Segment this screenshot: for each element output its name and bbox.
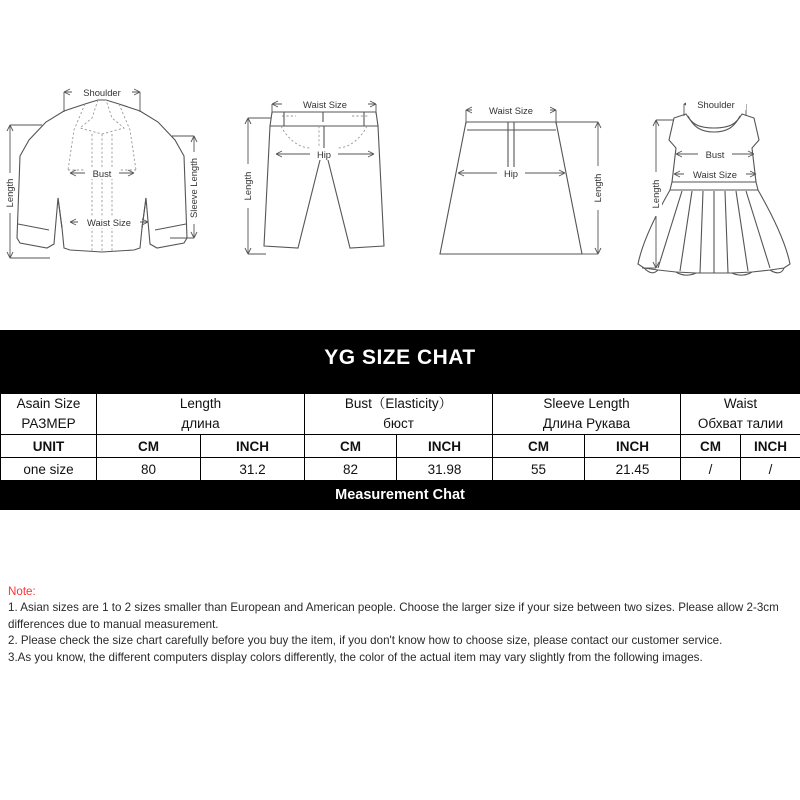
shirt-label-sleeve: Sleeve Length — [188, 158, 199, 218]
value-cell-bust-inch: 31.98 — [397, 458, 493, 481]
note-line-1: 1. Asian sizes are 1 to 2 sizes smaller than European and American people. Choose the larger size if your size between two sizes. Please allow 2-3cm differences due to manual measurement. — [8, 601, 779, 631]
size-chart-panel — [0, 330, 800, 510]
unit-cell-length-inch: INCH — [201, 435, 305, 458]
dress-label-length: Length — [650, 179, 661, 209]
header-waist — [681, 394, 800, 435]
value-cell-length-inch: 31.2 — [201, 458, 305, 481]
skirt-label-waist: Waist Size — [489, 105, 533, 116]
shirt-label-bust: Bust — [92, 168, 112, 179]
note-line-2: 2. Please check the size chart carefully before you buy the item, if you don't know how to choose size, please contact our customer service. — [8, 634, 723, 648]
header-asain-size-en: Asain Size — [16, 396, 81, 412]
value-cell-size: one size — [1, 458, 97, 481]
header-sleeve-length — [493, 394, 681, 435]
shirt-label-length: Length — [4, 178, 15, 208]
value-cell-sleeve-cm: 55 — [493, 458, 585, 481]
dress-label-waist: Waist Size — [693, 169, 737, 180]
header-length — [97, 394, 305, 435]
unit-cell-label: UNIT — [1, 435, 97, 458]
header-length-ru: длина — [181, 416, 220, 431]
garment-diagrams-strip — [0, 0, 800, 330]
unit-cell-sleeve-inch: INCH — [585, 435, 681, 458]
skirt-label-length: Length — [592, 173, 603, 203]
pants-label-length: Length — [242, 171, 253, 201]
notes-heading: Note: — [8, 585, 36, 598]
table-row-group-headers — [1, 394, 800, 435]
note-line-3: 3.As you know, the different computers display colors differently, the color of the actual item may vary slightly from the following images. — [8, 650, 703, 664]
header-bust-ru: бюст — [383, 416, 414, 431]
table-row-values — [1, 458, 800, 481]
unit-cell-bust-cm: CM — [305, 435, 397, 458]
dress-diagram — [614, 78, 800, 288]
header-sleeve-length-ru: Длина Рукава — [542, 416, 631, 431]
header-bust-en: Bust（Elasticity） — [344, 396, 453, 412]
dress-label-shoulder: Shoulder — [697, 99, 735, 110]
value-cell-waist-cm: / — [681, 458, 741, 481]
shirt-label-shoulder: Shoulder — [83, 87, 121, 98]
unit-cell-bust-inch: INCH — [397, 435, 493, 458]
header-asain-size — [1, 394, 97, 435]
header-waist-en: Waist — [723, 396, 758, 412]
header-asain-size-ru: РАЗМЕР — [21, 416, 76, 431]
shirt-diagram — [2, 78, 202, 288]
header-length-en: Length — [179, 396, 222, 412]
pants-label-hip: Hip — [316, 149, 332, 160]
unit-cell-sleeve-cm: CM — [493, 435, 585, 458]
dress-label-bust: Bust — [705, 149, 725, 160]
shirt-label-waist: Waist Size — [87, 217, 131, 228]
notes-block — [8, 584, 792, 666]
header-sleeve-length-en: Sleeve Length — [543, 396, 630, 412]
value-cell-length-cm: 80 — [97, 458, 201, 481]
value-cell-sleeve-inch: 21.45 — [585, 458, 681, 481]
measurement-chart-title: Measurement Chat — [335, 487, 465, 503]
value-cell-waist-inch: / — [741, 458, 800, 481]
skirt-diagram — [420, 78, 620, 288]
size-table — [0, 393, 800, 481]
table-row-units — [1, 435, 800, 458]
unit-cell-waist-inch: INCH — [741, 435, 800, 458]
unit-cell-length-cm: CM — [97, 435, 201, 458]
header-bust — [305, 394, 493, 435]
header-waist-ru: Обхват талии — [697, 416, 784, 431]
pants-label-waist: Waist Size — [303, 99, 347, 110]
page-title: YG SIZE CHAT — [324, 346, 476, 369]
unit-cell-waist-cm: CM — [681, 435, 741, 458]
value-cell-bust-cm: 82 — [305, 458, 397, 481]
skirt-label-hip: Hip — [503, 168, 519, 179]
pants-diagram — [226, 78, 426, 288]
